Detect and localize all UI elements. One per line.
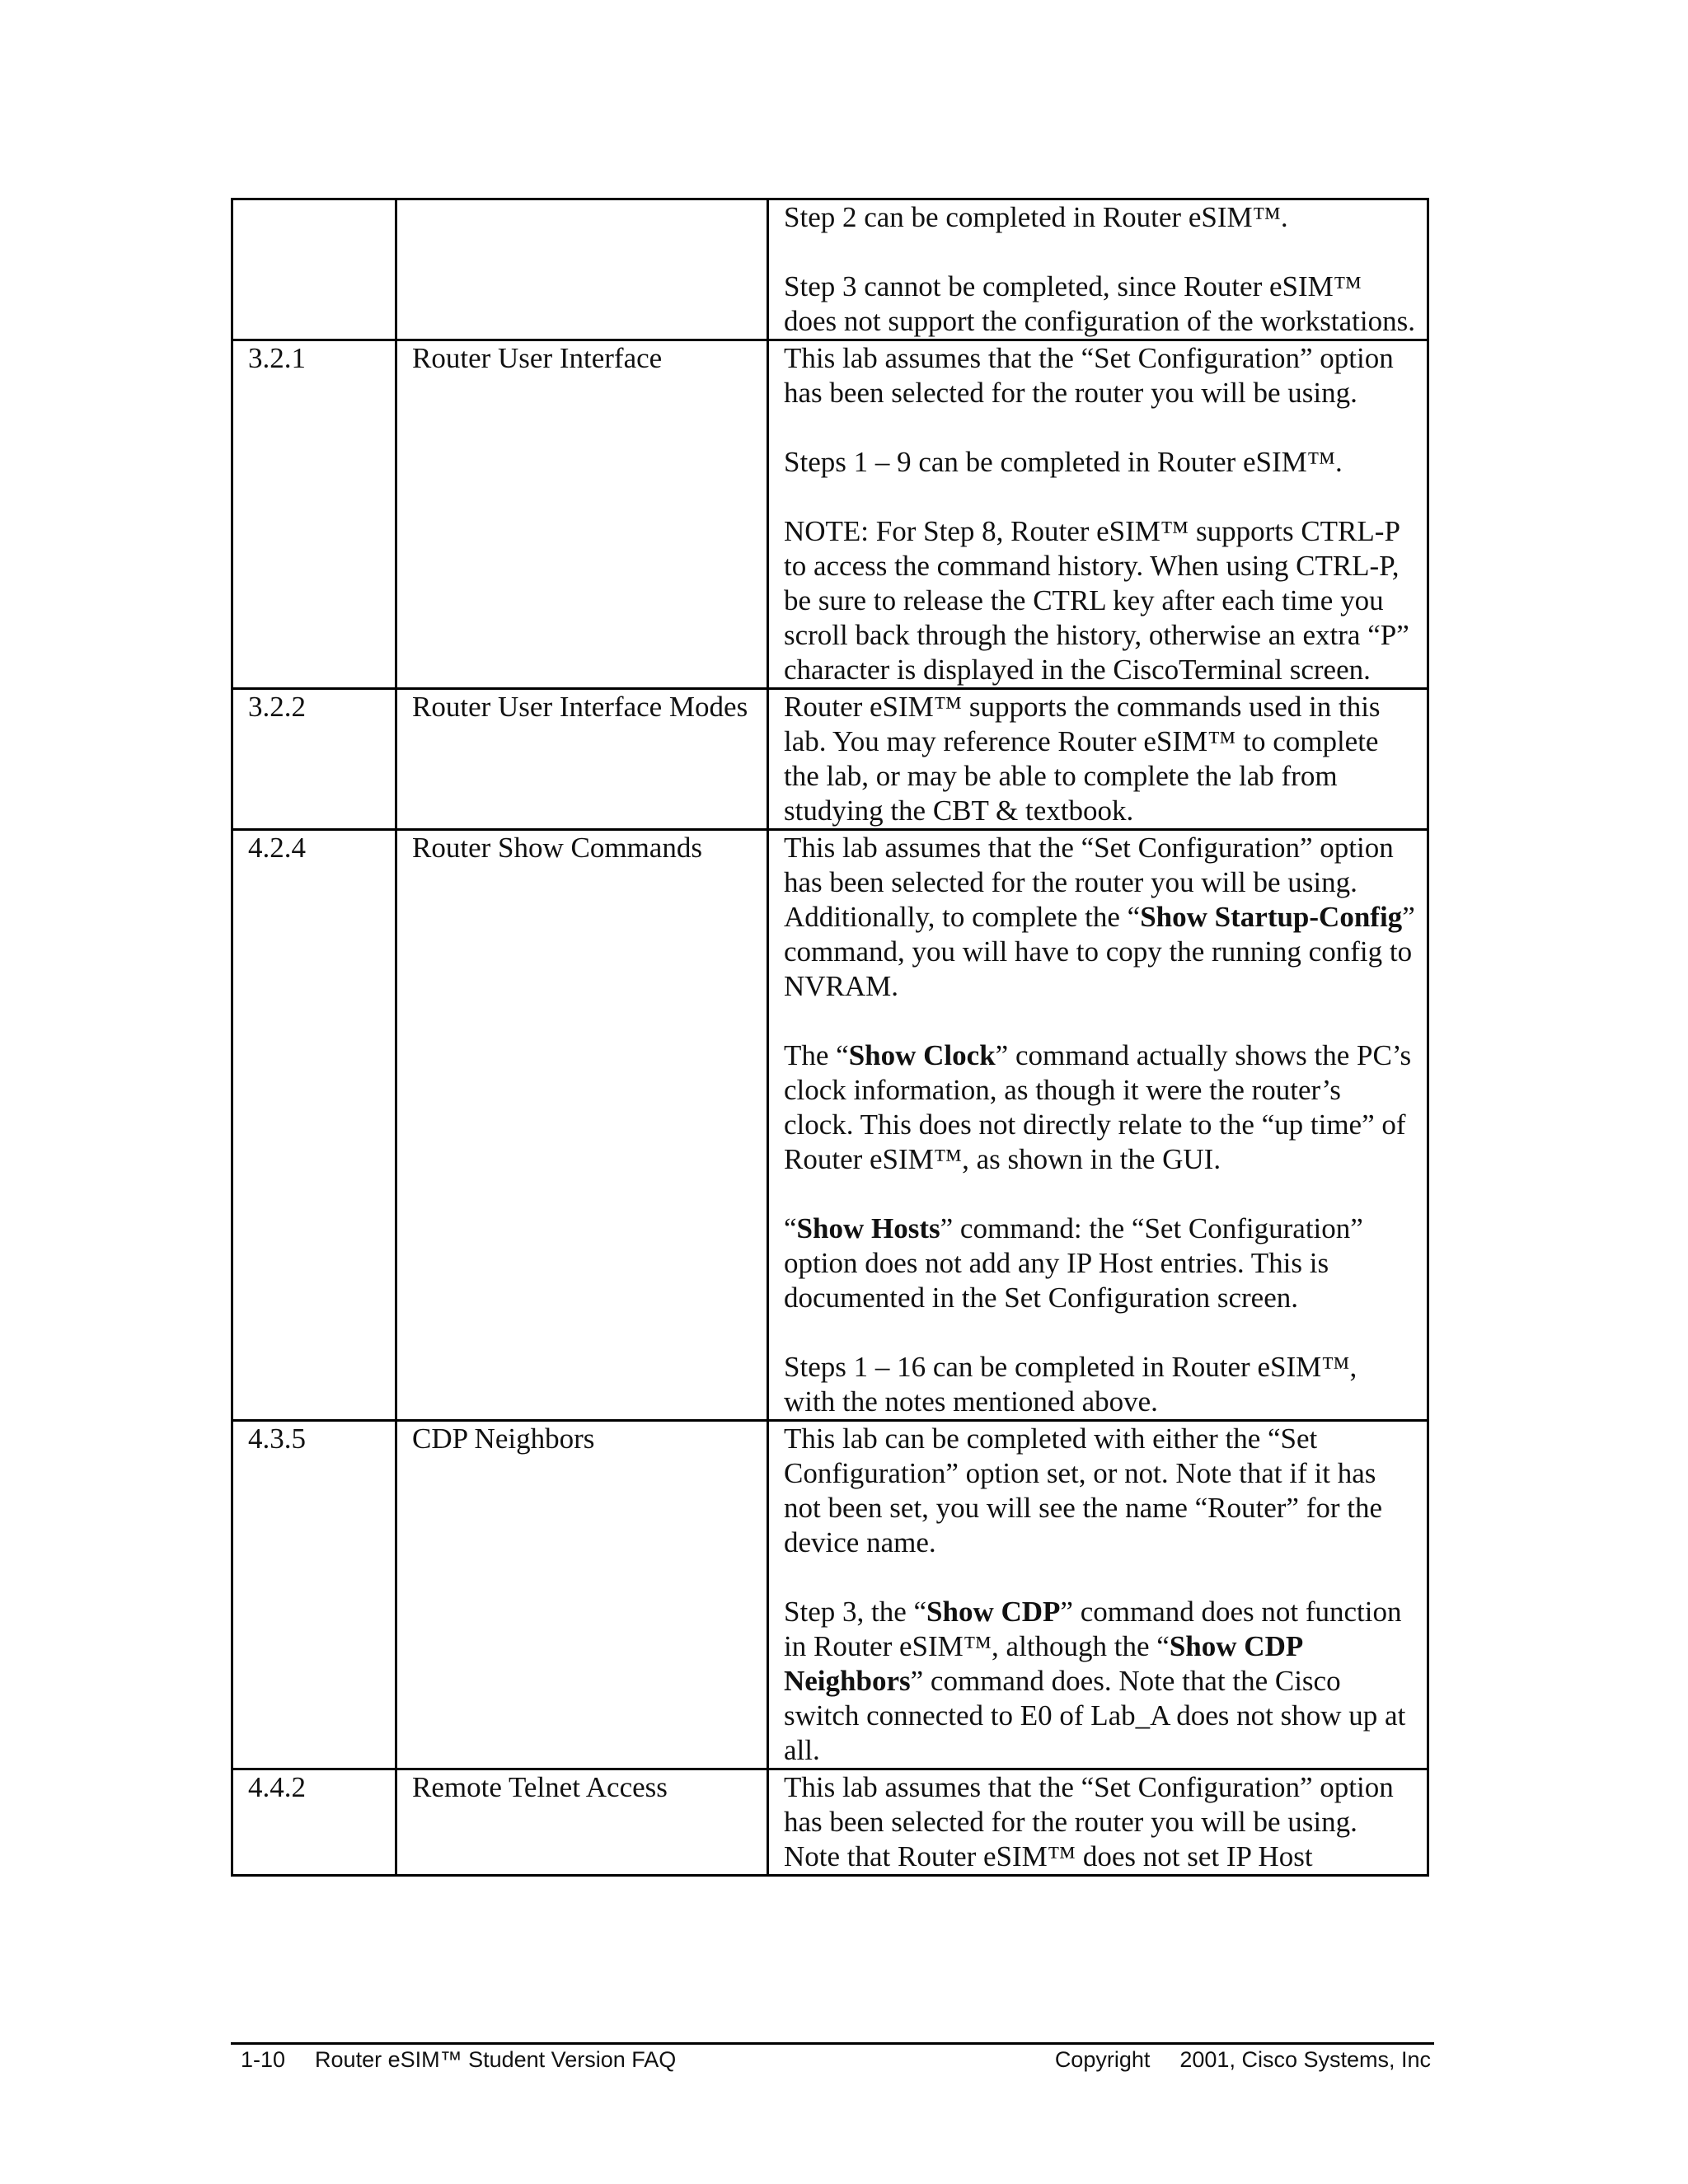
note-text-segment: ” command does not function in Router eSIM™, although the “	[784, 1596, 1402, 1662]
note-paragraph	[784, 1038, 1415, 1177]
lab-title-cell: CDP Neighbors	[396, 1421, 768, 1769]
lab-notes-cell	[768, 1769, 1428, 1876]
table-row	[232, 199, 1428, 340]
footer-copyright-label: Copyright	[1054, 2047, 1151, 2072]
note-text-segment: Step 3, the “	[784, 1596, 927, 1628]
footer-right	[1055, 2047, 1431, 2073]
note-paragraph: This lab assumes that the “Set Configuration” option has been selected for the router you will be using. Note that Router eSIM™ does not set IP Host	[784, 1771, 1394, 1872]
table-row	[232, 340, 1428, 689]
lab-number-cell	[232, 199, 396, 340]
lab-notes-cell	[768, 1421, 1428, 1769]
note-paragraph: Steps 1 – 9 can be completed in Router eSIM™.	[784, 446, 1343, 478]
note-text-segment: “	[784, 1212, 797, 1244]
command-name: Show Startup-Config	[1140, 901, 1403, 933]
note-text-segment: ” command, you will have to copy the running config to NVRAM.	[784, 901, 1415, 1002]
footer-copyright-text: 2001, Cisco Systems, Inc	[1179, 2047, 1431, 2072]
footer-rule	[231, 2042, 1434, 2045]
lab-notes-cell	[768, 830, 1428, 1421]
note-paragraph	[784, 831, 1415, 1004]
lab-number-cell: 4.2.4	[232, 830, 396, 1421]
note-paragraph	[784, 1595, 1415, 1768]
faq-lab-table	[231, 198, 1429, 1877]
command-name: Show CDP Neighbors	[784, 1630, 1302, 1697]
page-footer	[241, 2047, 1431, 2077]
lab-number-cell: 3.2.1	[232, 340, 396, 689]
lab-notes-cell	[768, 340, 1428, 689]
command-name: Show CDP	[926, 1596, 1061, 1628]
lab-title-cell: Remote Telnet Access	[396, 1769, 768, 1876]
note-paragraph: Step 3 cannot be completed, since Router eSIM™ does not support the configuration of the workstations.	[784, 270, 1415, 337]
lab-title-cell: Router User Interface Modes	[396, 689, 768, 830]
note-paragraph: NOTE: For Step 8, Router eSIM™ supports CTRL-P to access the command history. When using CTRL-P, be sure to release the CTRL key after each time you scroll back through the history, otherwise an extra “P” character is displayed in the CiscoTerminal screen.	[784, 515, 1409, 686]
note-paragraph: This lab can be completed with either the “Set Configuration” option set, or not. Note that if it has not been set, you will see the name “Router” for the device name.	[784, 1422, 1383, 1558]
note-text-segment: ” command: the “Set Configuration” option does not add any IP Host entries. This is documented in the Set Configuration screen.	[784, 1212, 1363, 1314]
table-row	[232, 1421, 1428, 1769]
lab-title-cell: Router User Interface	[396, 340, 768, 689]
note-text-segment: The “	[784, 1039, 849, 1071]
footer-doc-title: Router eSIM™ Student Version FAQ	[315, 2047, 677, 2072]
lab-number-cell: 4.3.5	[232, 1421, 396, 1769]
table-row	[232, 689, 1428, 830]
note-text-segment: ” command does. Note that the Cisco switch connected to E0 of Lab_A does not show up at all.	[784, 1665, 1406, 1766]
lab-number-cell: 3.2.2	[232, 689, 396, 830]
footer-left	[241, 2047, 676, 2073]
lab-notes-cell	[768, 199, 1428, 340]
lab-title-cell: Router Show Commands	[396, 830, 768, 1421]
table-body	[232, 199, 1428, 1876]
lab-title-cell	[396, 199, 768, 340]
note-paragraph	[784, 1212, 1415, 1315]
note-text-segment: ” command actually shows the PC’s clock information, as though it were the router’s clock. This does not directly relate to the “up time” of Router eSIM™, as shown in the GUI.	[784, 1039, 1412, 1175]
note-paragraph: Steps 1 – 16 can be completed in Router eSIM™, with the notes mentioned above.	[784, 1351, 1357, 1418]
note-paragraph: Router eSIM™ supports the commands used in this lab. You may reference Router eSIM™ to complete the lab, or may be able to complete the lab from studying the CBT & textbook.	[784, 691, 1381, 827]
lab-notes-cell	[768, 689, 1428, 830]
command-name: Show Clock	[848, 1039, 996, 1071]
note-paragraph: Step 2 can be completed in Router eSIM™.	[784, 201, 1288, 233]
table-row	[232, 830, 1428, 1421]
command-name: Show Hosts	[796, 1212, 940, 1244]
note-text-segment: This lab assumes that the “Set Configuration” option has been selected for the router you will be using. Additionally, to complete the “	[784, 832, 1394, 933]
table-row	[232, 1769, 1428, 1876]
footer-page-number: 1-10	[241, 2047, 286, 2072]
lab-number-cell: 4.4.2	[232, 1769, 396, 1876]
note-paragraph: This lab assumes that the “Set Configuration” option has been selected for the router you will be using.	[784, 342, 1394, 409]
